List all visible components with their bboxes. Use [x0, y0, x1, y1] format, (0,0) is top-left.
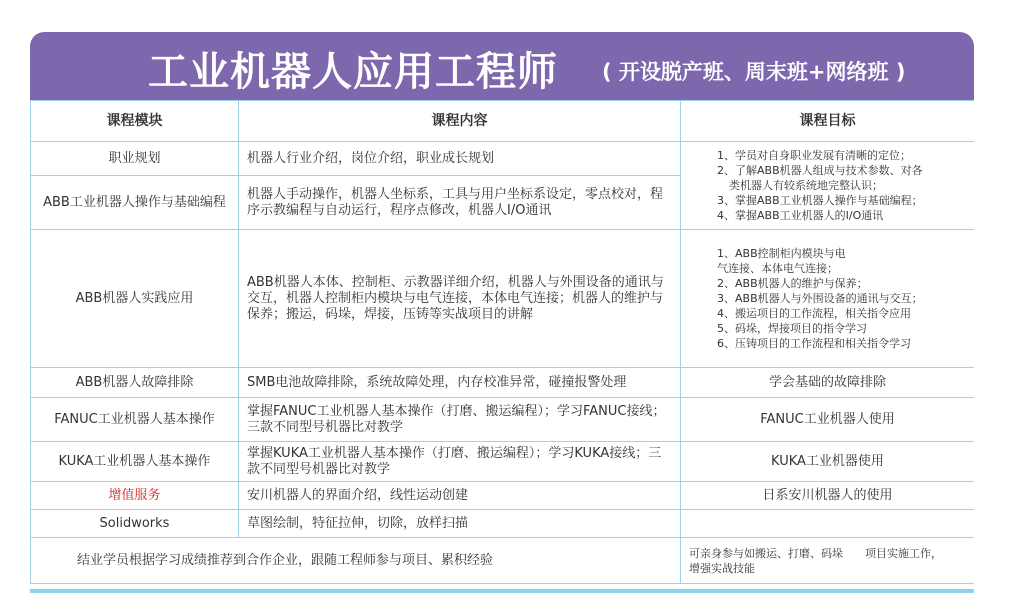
page-title: 工业机器人应用工程师	[148, 49, 558, 95]
row-content: 机器人手动操作，机器人坐标系，工具与用户坐标系设定，零点校对，程序示教编程与自动运行，程序点修改，机器人I/O通讯	[239, 176, 681, 230]
table-row	[31, 482, 975, 510]
footer-right-line: 增强实战技能	[689, 561, 755, 575]
footer-right-line: 可亲身参与如搬运、打磨、码垛 项目实施工作，	[689, 546, 942, 560]
table-row	[31, 398, 975, 442]
row-module: KUKA工业机器人基本操作	[31, 442, 239, 482]
row-module: ABB机器人故障排除	[31, 368, 239, 398]
row-module: ABB工业机器人操作与基础编程	[31, 176, 239, 230]
goal-line: 1、ABB控制柜内模块与电	[717, 247, 846, 260]
row-goal: 日系安川机器人的使用	[681, 482, 975, 510]
table-row	[31, 510, 975, 538]
course-table	[30, 100, 974, 584]
row-goal-group	[681, 142, 975, 230]
row-goal: FANUC工业机器人使用	[681, 398, 975, 442]
row-goal: 学会基础的故障排除	[681, 368, 975, 398]
row-content: 安川机器人的界面介绍，线性运动创建	[239, 482, 681, 510]
row-content: 掌握FANUC工业机器人基本操作（打磨、搬运编程）；学习FANUC接线；三款不同型号机器比对教学	[239, 398, 681, 442]
row-module: 职业规划	[31, 142, 239, 176]
row-module: FANUC工业机器人基本操作	[31, 398, 239, 442]
header-module: 课程模块	[31, 101, 239, 142]
course-card	[30, 32, 974, 592]
goal-line: 2、ABB机器人的维护与保养；	[717, 277, 868, 290]
row-module: ABB机器人实践应用	[31, 230, 239, 368]
row-content: 机器人行业介绍，岗位介绍，职业成长规划	[239, 142, 681, 176]
table-row	[31, 368, 975, 398]
goal-line: 3、ABB机器人与外围设备的通讯与交互；	[717, 292, 923, 305]
table-row	[31, 230, 975, 368]
goal-line: 3、掌握ABB工业机器人操作与基础编程；	[717, 194, 923, 207]
row-content: 掌握KUKA工业机器人基本操作（打磨、搬运编程）；学习KUKA接线；三款不同型号机器比对教学	[239, 442, 681, 482]
footer-right	[681, 538, 975, 584]
footer-row	[31, 538, 975, 584]
row-content: 草图绘制，特征拉伸，切除，放样扫描	[239, 510, 681, 538]
table-row	[31, 442, 975, 482]
goal-line: 4、掌握ABB工业机器人的I/O通讯	[717, 209, 884, 222]
goal-line: 1、学员对自身职业发展有清晰的定位；	[717, 149, 911, 162]
bottom-divider	[30, 589, 974, 593]
row-module-highlight: 增值服务	[31, 482, 239, 510]
header-goal: 课程目标	[681, 101, 975, 142]
row-content: SMB电池故障排除，系统故障处理，内存校准异常，碰撞报警处理	[239, 368, 681, 398]
footer-left: 结业学员根据学习成绩推荐到合作企业，跟随工程师参与项目、累积经验	[31, 538, 681, 584]
table-header-row	[31, 101, 975, 142]
page-subtitle: ( 开设脱产班、周末班+网络班 )	[602, 60, 906, 84]
row-goal	[681, 510, 975, 538]
goal-line: 5、码垛，焊接项目的指令学习	[717, 322, 867, 335]
table-row	[31, 142, 975, 176]
goal-line: 气连接、本体电气连接；	[717, 262, 838, 275]
title-banner	[30, 32, 974, 100]
row-module: Solidworks	[31, 510, 239, 538]
row-goal-group	[681, 230, 975, 368]
goal-line: 4、搬运项目的工作流程，相关指令应用	[717, 307, 911, 320]
goal-line: 类机器人有较系统地完整认识；	[729, 179, 883, 192]
row-goal: KUKA工业机器使用	[681, 442, 975, 482]
header-content: 课程内容	[239, 101, 681, 142]
goal-line: 2、了解ABB机器人组成与技术参数、对各	[717, 164, 923, 177]
goal-line: 6、压铸项目的工作流程和相关指令学习	[717, 337, 911, 350]
row-content: ABB机器人本体、控制柜、示教器详细介绍，机器人与外围设备的通讯与交互，机器人控制柜内模块与电气连接，本体电气连接；机器人的维护与保养；搬运，码垛，焊接，压铸等实战项目的讲解	[239, 230, 681, 368]
